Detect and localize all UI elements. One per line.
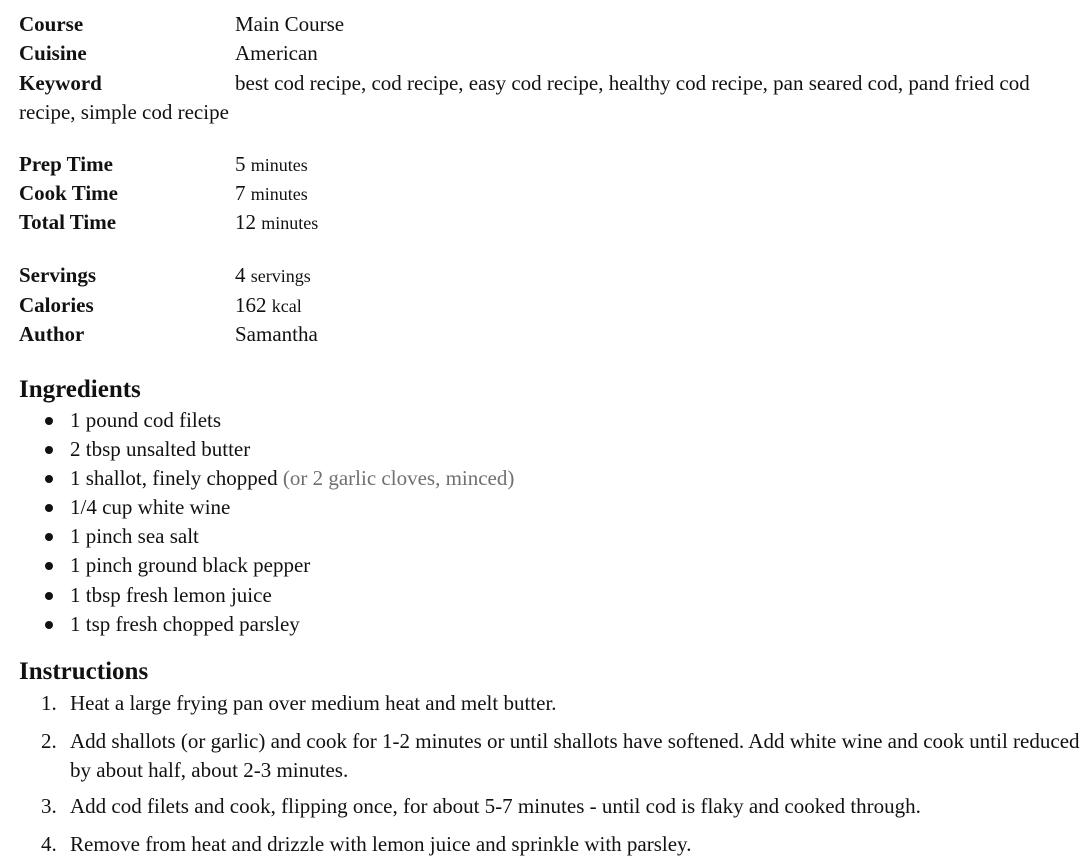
prep-time-unit: minutes [250,155,308,175]
bullet-icon [45,621,53,629]
servings-label: Servings [19,263,97,287]
ingredients-heading: Ingredients [19,376,141,403]
ingredient-text: 1 tsp fresh chopped parsley [70,611,300,636]
instructions-heading: Instructions [19,658,149,685]
prep-time-number: 5 [235,152,246,176]
cuisine-value: American [235,41,318,65]
cook-time-value [235,181,308,206]
step-text: Heat a large frying pan over medium heat and melt butter. [70,691,557,715]
total-time-number: 12 [235,210,256,234]
step-number: 1. [41,691,57,715]
calories-value [235,293,302,318]
bullet-icon [45,562,53,570]
calories-number: 162 [235,293,267,317]
ingredient-text: 1 pinch ground black pepper [70,553,311,578]
servings-number: 4 [235,263,246,287]
cuisine-label: Cuisine [19,41,87,65]
author-value[interactable]: Samantha [235,322,318,346]
course-value: Main Course [235,12,345,36]
servings-unit: servings [250,266,311,286]
keyword-label: Keyword [19,71,102,95]
step-number: 2. [41,729,57,753]
total-time-label: Total Time [19,210,117,234]
step-text: Remove from heat and drizzle with lemon juice and sprinkle with parsley. [70,832,692,856]
prep-time-value [235,152,308,177]
step-number: 4. [41,832,57,856]
ingredient-text: 1 shallot, finely chopped [70,466,278,491]
step-text: Add cod filets and cook, flipping once, for about 5-7 minutes - until cod is flaky and cooked through. [70,794,921,818]
bullet-icon [45,592,53,600]
cook-time-label: Cook Time [19,181,118,205]
bullet-icon [45,504,53,512]
bullet-icon [45,417,53,425]
cook-time-unit: minutes [250,184,308,204]
ingredient-text: 1 tbsp fresh lemon juice [70,582,272,607]
bullet-icon [45,533,53,541]
author-label: Author [19,322,85,346]
total-time-value [235,210,318,235]
cook-time-number: 7 [235,181,246,205]
calories-unit: kcal [271,296,302,316]
servings-value [235,263,311,288]
step-text: Add shallots (or garlic) and cook for 1-2 minutes or until shallots have softened. Add white wine and cook until reduced by about half, about 2-3 minutes. [70,729,1080,782]
total-time-unit: minutes [261,213,319,233]
ingredient-text: 1/4 cup white wine [70,495,231,520]
ingredient-text: 1 pound cod filets [70,408,222,432]
calories-label: Calories [19,293,94,317]
ingredient-note: (or 2 garlic cloves, minced) [282,466,515,491]
prep-time-label: Prep Time [19,152,113,176]
course-label: Course [19,12,84,36]
keyword-row [19,69,1069,127]
step-number: 3. [41,794,57,818]
ingredient-text: 1 pinch sea salt [70,524,199,549]
keyword-value: best cod recipe, cod recipe, easy cod recipe, healthy cod recipe, pan seared cod, pand fried cod recipe, simple cod recipe [19,71,1030,124]
bullet-icon [45,446,53,454]
ingredient-text: 2 tbsp unsalted butter [70,437,251,462]
bullet-icon [45,475,53,483]
